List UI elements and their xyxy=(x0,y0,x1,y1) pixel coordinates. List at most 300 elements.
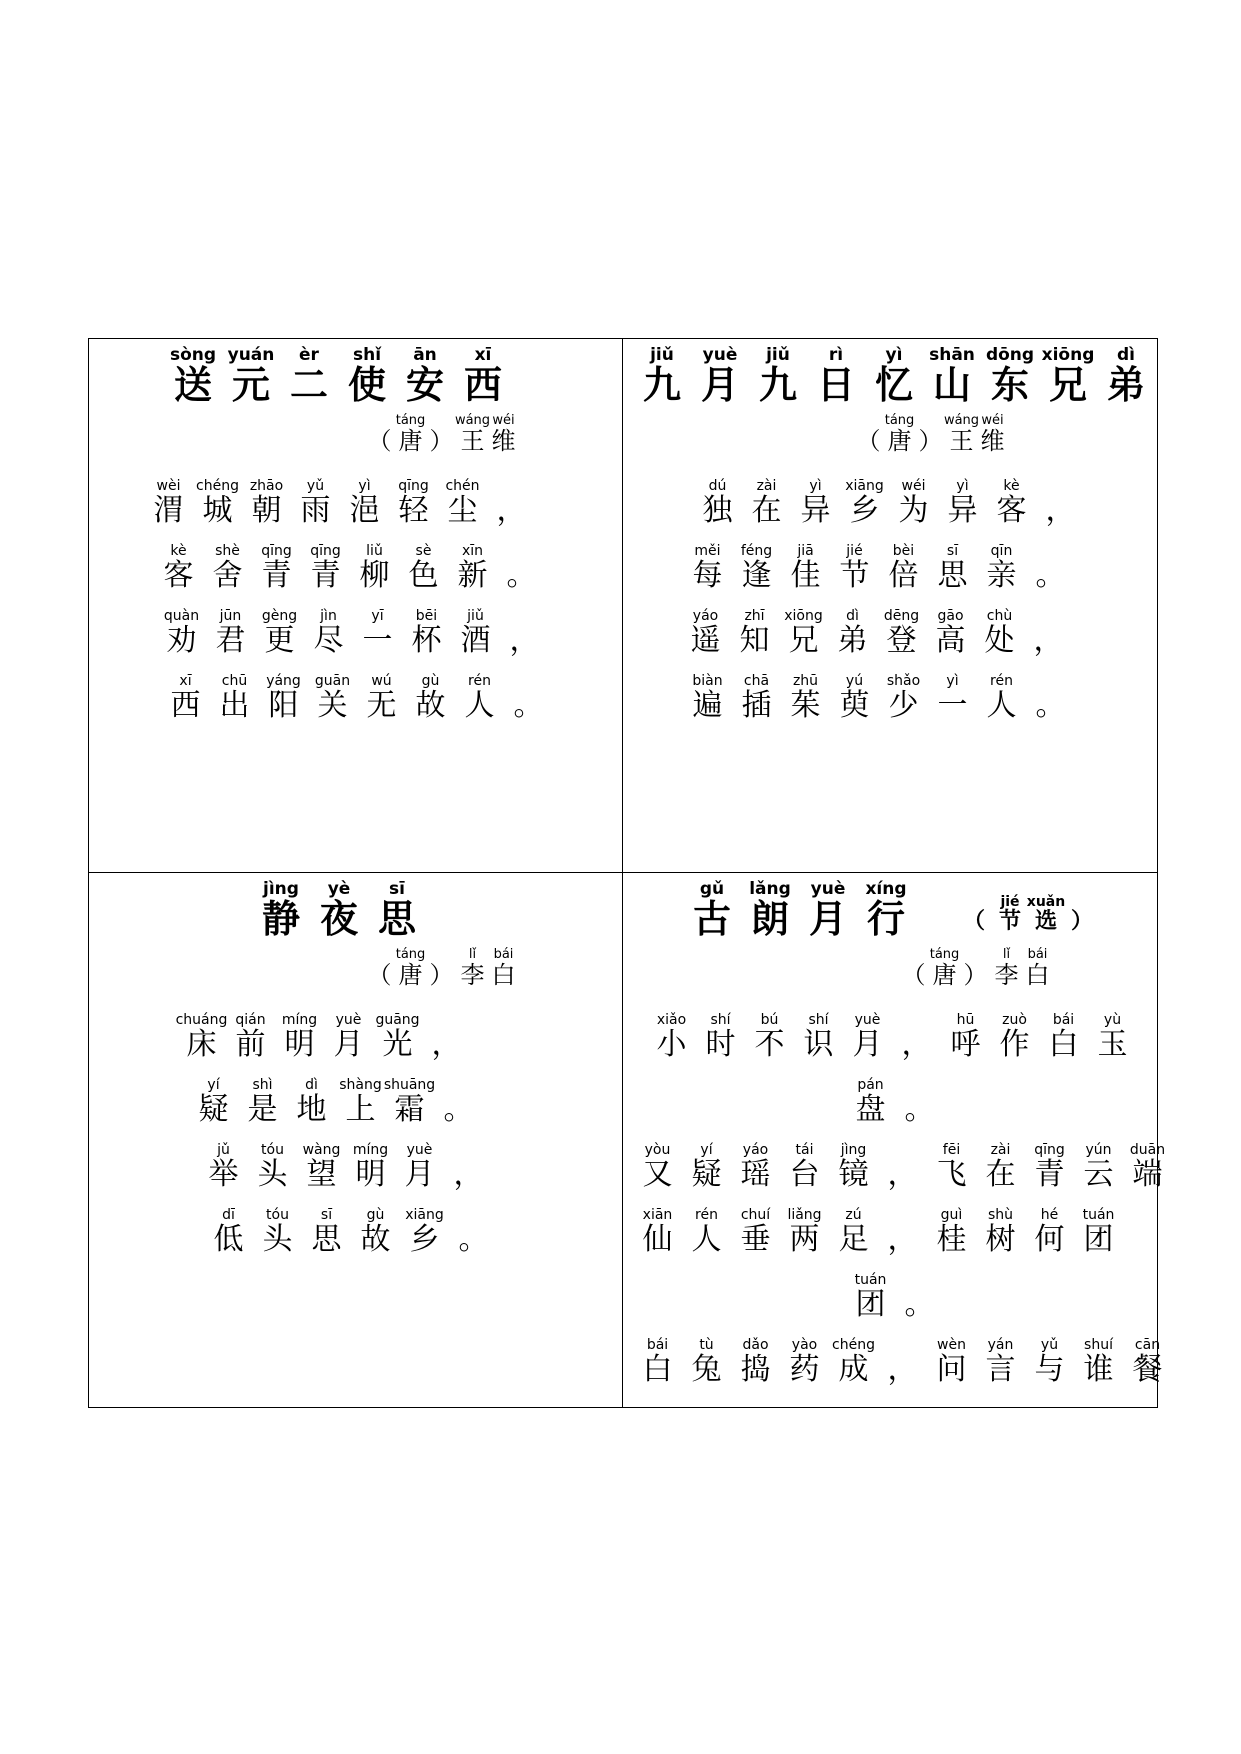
pinyin: bái xyxy=(493,947,514,962)
ruby-char xyxy=(340,479,389,526)
pinyin: rì xyxy=(828,345,844,365)
hanzi: 两 xyxy=(789,1222,820,1257)
ruby-char xyxy=(943,413,980,455)
pinyin: xíng xyxy=(865,879,907,899)
hanzi: 地 xyxy=(296,1092,327,1127)
hanzi: 飞 xyxy=(936,1157,967,1192)
ruby-char xyxy=(741,879,799,941)
ruby-char xyxy=(992,895,1028,932)
ruby-char xyxy=(206,609,255,656)
hanzi: 在 xyxy=(985,1157,1016,1192)
hanzi: 月 xyxy=(700,362,739,407)
hanzi: 西 xyxy=(170,688,201,723)
hanzi: 唐 xyxy=(398,961,423,989)
ruby-char xyxy=(1064,895,1100,932)
ruby-char xyxy=(977,414,1008,453)
pinyin xyxy=(1048,544,1052,558)
hanzi: 使 xyxy=(347,362,386,407)
ruby-char xyxy=(877,609,926,656)
hanzi: 不 xyxy=(754,1027,785,1062)
hanzi: 月 xyxy=(333,1027,364,1062)
hanzi: 玉 xyxy=(1097,1027,1128,1062)
poem-line xyxy=(157,609,549,656)
pinyin: yuè xyxy=(702,345,738,365)
pinyin: qīng xyxy=(310,543,341,559)
hanzi: 行 xyxy=(866,896,905,941)
pinyin: wéi xyxy=(981,413,1004,428)
poem-card-2 xyxy=(623,339,1157,873)
hanzi: 明 xyxy=(284,1027,315,1062)
ruby-char xyxy=(193,479,242,526)
pinyin: dì xyxy=(305,1077,318,1093)
pinyin: gǔ xyxy=(699,879,725,899)
hanzi: 足 xyxy=(838,1222,869,1257)
poem-card-3 xyxy=(89,873,623,1407)
hanzi: 故 xyxy=(415,688,446,723)
ruby-char xyxy=(732,674,781,721)
pinyin: guāng xyxy=(375,1012,420,1028)
pinyin: lǐ xyxy=(468,947,477,962)
pinyin xyxy=(471,1208,475,1222)
pinyin: wàng xyxy=(302,1142,341,1158)
pinyin: yǔ xyxy=(1040,1337,1059,1353)
pinyin xyxy=(900,1208,904,1222)
ruby-char xyxy=(895,1078,944,1125)
hanzi: 人 xyxy=(691,1222,722,1257)
pinyin: dēng xyxy=(883,608,920,624)
hanzi: 君 xyxy=(215,623,246,658)
ruby-char xyxy=(395,948,426,987)
pinyin: qīn xyxy=(990,543,1013,559)
pinyin: cān xyxy=(1134,1337,1161,1353)
hanzi: ， xyxy=(1033,623,1064,658)
hanzi: （ xyxy=(367,961,392,989)
poem-card-sheet xyxy=(88,338,1166,1408)
pinyin xyxy=(456,1078,460,1092)
ruby-char xyxy=(732,544,781,591)
ruby-char xyxy=(252,879,310,941)
ruby-char xyxy=(1026,674,1075,721)
pinyin: rén xyxy=(990,673,1013,689)
ruby-char xyxy=(742,479,791,526)
pinyin: měi xyxy=(694,543,721,559)
poem-line xyxy=(693,479,1085,526)
ruby-char xyxy=(749,345,807,407)
ruby-char xyxy=(981,345,1039,407)
pinyin: zuò xyxy=(1002,1012,1027,1028)
hanzi: 舍 xyxy=(212,558,243,593)
pinyin: chuáng xyxy=(175,1012,228,1028)
pinyin: bái xyxy=(1052,1012,1075,1028)
hanzi: 人 xyxy=(986,688,1017,723)
ruby-char xyxy=(857,879,915,941)
pinyin: zhī xyxy=(744,608,765,624)
pinyin: gāo xyxy=(937,608,964,624)
hanzi: 二 xyxy=(289,362,328,407)
ruby-char xyxy=(633,345,691,407)
ruby-char xyxy=(830,674,879,721)
hanzi: 客 xyxy=(163,558,194,593)
pinyin: táng xyxy=(395,413,426,428)
hanzi: 谁 xyxy=(1083,1352,1114,1387)
hanzi: 时 xyxy=(705,1027,736,1062)
hanzi: 。 xyxy=(904,1092,935,1127)
hanzi: ， xyxy=(496,493,527,528)
hanzi: ， xyxy=(887,1222,918,1257)
hanzi: 思 xyxy=(311,1222,342,1257)
pinyin: xiāng xyxy=(405,1207,444,1223)
pinyin: sī xyxy=(946,543,959,559)
pinyin: dōng xyxy=(985,345,1035,365)
ruby-char xyxy=(291,479,340,526)
pinyin xyxy=(917,1273,921,1287)
hanzi: 白 xyxy=(1025,961,1050,989)
hanzi: 成 xyxy=(838,1352,869,1387)
pinyin: chā xyxy=(743,673,770,689)
pinyin: wéi xyxy=(492,413,515,428)
pinyin: xī xyxy=(179,673,192,689)
ruby-char xyxy=(731,1143,780,1190)
ruby-char xyxy=(364,414,395,453)
poem-line xyxy=(647,1013,1137,1060)
pinyin: xiān xyxy=(642,1207,673,1223)
ruby-char xyxy=(829,1208,878,1255)
pinyin: jiǔ xyxy=(766,345,790,365)
ruby-char xyxy=(780,1208,829,1255)
hanzi: 为 xyxy=(898,493,929,528)
ruby-char xyxy=(956,895,992,932)
hanzi: （ xyxy=(367,427,392,455)
ruby-char xyxy=(1039,1013,1088,1060)
pinyin: shí xyxy=(808,1012,829,1028)
ruby-char xyxy=(395,1143,444,1190)
pinyin: yáo xyxy=(742,1142,769,1158)
ruby-char xyxy=(1025,1208,1074,1255)
hanzi: 何 xyxy=(1034,1222,1065,1257)
pinyin: bèi xyxy=(892,543,915,559)
ruby-char xyxy=(302,1208,351,1255)
hanzi: 云 xyxy=(1083,1157,1114,1192)
ruby-char xyxy=(357,674,406,721)
pinyin xyxy=(914,1013,918,1027)
hanzi: ， xyxy=(887,1352,918,1387)
poem-title xyxy=(164,345,512,407)
ruby-char xyxy=(682,1143,731,1190)
pinyin: shān xyxy=(929,345,975,365)
hanzi: 逢 xyxy=(741,558,772,593)
pinyin: wú xyxy=(371,673,392,689)
ruby-char xyxy=(976,1338,1025,1385)
ruby-char xyxy=(633,1208,682,1255)
hanzi: 元 xyxy=(231,362,270,407)
pinyin: yī xyxy=(371,608,384,624)
pinyin: míng xyxy=(281,1012,318,1028)
poem-line xyxy=(204,1208,498,1255)
poem-title xyxy=(683,879,915,941)
hanzi: 床 xyxy=(186,1027,217,1062)
hanzi: 望 xyxy=(306,1157,337,1192)
hanzi: 前 xyxy=(235,1027,266,1062)
ruby-char xyxy=(878,1338,927,1385)
pinyin: yì xyxy=(358,478,371,494)
pinyin: jiā xyxy=(797,543,814,559)
hanzi: 月 xyxy=(808,896,847,941)
hanzi: 萸 xyxy=(839,688,870,723)
ruby-char xyxy=(791,479,840,526)
ruby-char xyxy=(843,1013,892,1060)
pinyin: jìn xyxy=(320,608,337,624)
pinyin: pán xyxy=(857,1077,884,1093)
ruby-char xyxy=(683,544,732,591)
hanzi: 朗 xyxy=(750,896,789,941)
ruby-char xyxy=(779,609,828,656)
pinyin: yuè xyxy=(810,879,846,899)
hanzi: 插 xyxy=(741,688,772,723)
hanzi: ） xyxy=(963,961,988,989)
ruby-char xyxy=(898,948,929,987)
pinyin: zhāo xyxy=(249,478,284,494)
ruby-char xyxy=(396,345,454,407)
pinyin xyxy=(973,948,977,961)
poem-line xyxy=(633,1338,1172,1385)
hanzi: 尘 xyxy=(447,493,478,528)
pinyin: shè xyxy=(215,543,240,559)
hanzi: 山 xyxy=(932,362,971,407)
ruby-char xyxy=(928,674,977,721)
ruby-char xyxy=(1097,345,1155,407)
ruby-char xyxy=(682,1338,731,1385)
hanzi: 安 xyxy=(405,362,444,407)
ruby-char xyxy=(204,1208,253,1255)
hanzi: 月 xyxy=(852,1027,883,1062)
pinyin: sī xyxy=(320,1207,333,1223)
hanzi: 盘 xyxy=(855,1092,886,1127)
hanzi: 柳 xyxy=(359,558,390,593)
hanzi: 李 xyxy=(460,961,485,989)
hanzi: 倍 xyxy=(888,558,919,593)
ruby-char xyxy=(454,413,491,455)
pinyin: táng xyxy=(884,413,915,428)
hanzi: 节 xyxy=(998,908,1021,934)
hanzi: （ xyxy=(962,908,985,934)
pinyin: tái xyxy=(795,1142,814,1158)
hanzi: 呼 xyxy=(950,1027,981,1062)
ruby-char xyxy=(226,1013,275,1060)
pinyin: shàng xyxy=(339,1077,382,1093)
pinyin: lǐ xyxy=(1002,947,1011,962)
pinyin: xuǎn xyxy=(1026,894,1066,910)
ruby-char xyxy=(488,948,519,987)
ruby-char xyxy=(878,1143,927,1190)
ruby-char xyxy=(400,1208,449,1255)
ruby-char xyxy=(696,1013,745,1060)
ruby-char xyxy=(1074,1208,1123,1255)
ruby-char xyxy=(1028,895,1064,932)
ruby-char xyxy=(781,674,830,721)
hanzi: 白 xyxy=(1048,1027,1079,1062)
pinyin: chuí xyxy=(740,1207,771,1223)
pinyin: jūn xyxy=(219,608,242,624)
pinyin: dǎo xyxy=(742,1337,769,1353)
poem-author xyxy=(898,948,1053,987)
pinyin: qīng xyxy=(398,478,429,494)
ruby-char xyxy=(399,544,448,591)
ruby-char xyxy=(259,674,308,721)
ruby-char xyxy=(364,948,395,987)
ruby-char xyxy=(1039,345,1097,407)
pinyin xyxy=(1058,479,1062,493)
hanzi: 举 xyxy=(208,1157,239,1192)
hanzi: 弟 xyxy=(1106,362,1145,407)
ruby-char xyxy=(199,1143,248,1190)
hanzi: ） xyxy=(429,427,454,455)
hanzi: 。 xyxy=(1035,688,1066,723)
ruby-char xyxy=(960,948,991,987)
hanzi: 上 xyxy=(345,1092,376,1127)
pinyin: bú xyxy=(760,1012,779,1028)
pinyin: sī xyxy=(389,879,405,899)
pinyin: wèn xyxy=(937,1337,966,1353)
hanzi: ， xyxy=(509,623,540,658)
ruby-char xyxy=(1074,1338,1123,1385)
poem-line xyxy=(189,1078,483,1125)
hanzi: 弟 xyxy=(837,623,868,658)
ruby-char xyxy=(438,479,487,526)
ruby-char xyxy=(977,544,1026,591)
pinyin xyxy=(911,948,915,961)
ruby-char xyxy=(976,1208,1025,1255)
pinyin: wáng xyxy=(454,413,491,428)
pinyin: yù xyxy=(1103,1012,1122,1028)
ruby-char xyxy=(280,345,338,407)
ruby-char xyxy=(807,345,865,407)
ruby-char xyxy=(487,479,536,526)
hanzi: 思 xyxy=(377,896,416,941)
pinyin: chū xyxy=(221,673,248,689)
ruby-char xyxy=(878,1208,927,1255)
ruby-char xyxy=(504,674,553,721)
pinyin: yú xyxy=(845,673,864,689)
ruby-char xyxy=(1025,1143,1074,1190)
ruby-char xyxy=(308,674,357,721)
hanzi: 白 xyxy=(491,961,516,989)
ruby-char xyxy=(892,1013,941,1060)
pinyin: jié xyxy=(1000,894,1020,910)
pinyin: yuán xyxy=(227,345,275,365)
hanzi: 药 xyxy=(789,1352,820,1387)
pinyin: biàn xyxy=(692,673,723,689)
hanzi: 更 xyxy=(264,623,295,658)
poem-line xyxy=(683,544,1075,591)
hanzi: 杯 xyxy=(411,623,442,658)
hanzi: 异 xyxy=(800,493,831,528)
hanzi: ， xyxy=(901,1027,932,1062)
pinyin: yán xyxy=(987,1337,1014,1353)
ruby-char xyxy=(373,1013,422,1060)
hanzi: 青 xyxy=(310,558,341,593)
hanzi: 言 xyxy=(985,1352,1016,1387)
hanzi: 静 xyxy=(261,896,300,941)
hanzi: 遍 xyxy=(692,688,723,723)
pinyin: chéng xyxy=(196,478,239,494)
pinyin xyxy=(1046,609,1050,623)
hanzi: （ xyxy=(856,427,881,455)
ruby-char xyxy=(830,544,879,591)
ruby-char xyxy=(928,544,977,591)
hanzi: 东 xyxy=(990,362,1029,407)
ruby-char xyxy=(449,1208,498,1255)
pinyin: guān xyxy=(314,673,351,689)
ruby-char xyxy=(829,1338,878,1385)
pinyin: wéi xyxy=(901,478,926,494)
poem-title xyxy=(252,879,426,941)
ruby-char xyxy=(497,544,546,591)
hanzi: 瑶 xyxy=(740,1157,771,1192)
pinyin: jiǔ xyxy=(650,345,674,365)
pinyin: yuè xyxy=(335,1012,362,1028)
pinyin: sòng xyxy=(169,345,217,365)
pinyin: shuāng xyxy=(383,1077,436,1093)
pinyin: dú xyxy=(708,478,727,494)
hanzi: 唐 xyxy=(887,427,912,455)
hanzi: ） xyxy=(429,961,454,989)
ruby-char xyxy=(731,1338,780,1385)
hanzi: ， xyxy=(1045,493,1076,528)
pinyin xyxy=(1080,895,1085,909)
hanzi: 浥 xyxy=(349,493,380,528)
hanzi: 捣 xyxy=(740,1352,771,1387)
pinyin: shuí xyxy=(1084,1337,1113,1353)
ruby-char xyxy=(938,479,987,526)
hanzi: 霜 xyxy=(394,1092,425,1127)
hanzi: 台 xyxy=(789,1157,820,1192)
pinyin: lǎng xyxy=(749,879,791,899)
pinyin: kè xyxy=(1003,478,1020,494)
ruby-char xyxy=(977,674,1026,721)
ruby-char xyxy=(633,1338,682,1385)
pinyin: jìng xyxy=(840,1142,867,1158)
ruby-char xyxy=(310,879,368,941)
pinyin: qián xyxy=(235,1012,266,1028)
pinyin: yí xyxy=(700,1142,713,1158)
ruby-char xyxy=(929,948,960,987)
pinyin: quàn xyxy=(163,608,200,624)
hanzi: ） xyxy=(1070,908,1093,934)
pinyin: táng xyxy=(395,947,426,962)
pinyin xyxy=(519,544,523,558)
hanzi: 西 xyxy=(463,362,502,407)
hanzi: 高 xyxy=(935,623,966,658)
poem-line xyxy=(161,674,553,721)
pinyin: fēi xyxy=(942,1142,961,1158)
pinyin xyxy=(917,1078,921,1092)
pinyin: yòu xyxy=(644,1142,671,1158)
pinyin: tóu xyxy=(266,1207,289,1223)
hanzi: 雨 xyxy=(300,493,331,528)
ruby-char xyxy=(1026,544,1075,591)
hanzi: 人 xyxy=(464,688,495,723)
pinyin: hé xyxy=(1040,1207,1059,1223)
pinyin xyxy=(866,414,870,427)
pinyin: èr xyxy=(299,345,319,365)
ruby-char xyxy=(426,414,457,453)
pinyin: dì xyxy=(1117,345,1135,365)
ruby-char xyxy=(780,1143,829,1190)
pinyin: jǔ xyxy=(217,1142,230,1158)
hanzi: 青 xyxy=(1034,1157,1065,1192)
hanzi: 低 xyxy=(213,1222,244,1257)
ruby-char xyxy=(745,1013,794,1060)
